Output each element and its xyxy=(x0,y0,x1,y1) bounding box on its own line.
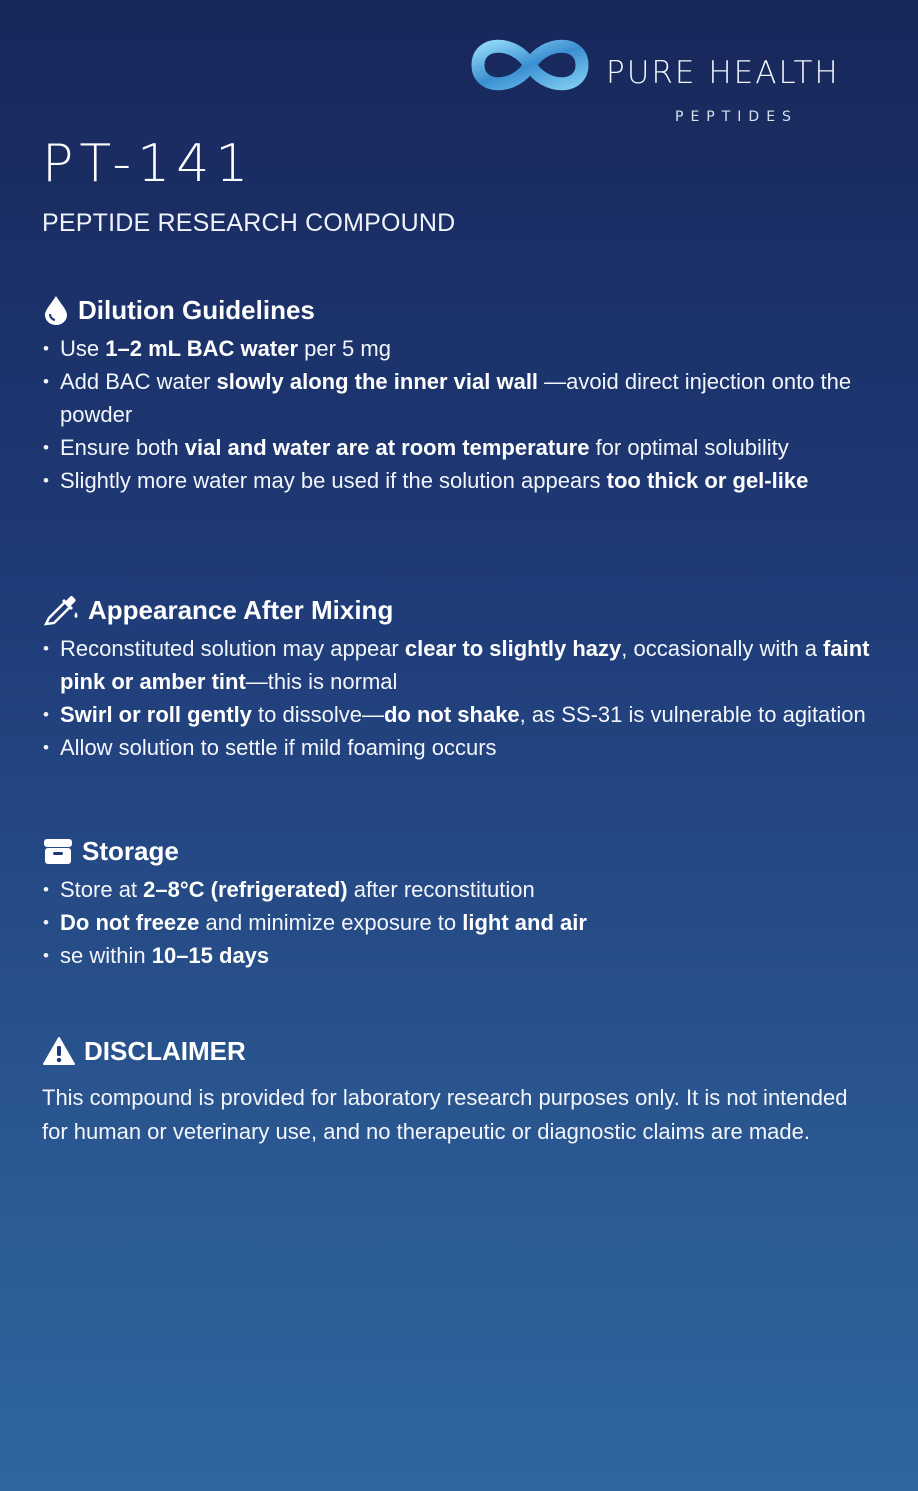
product-subtitle: PEPTIDE RESEARCH COMPOUND xyxy=(42,209,456,237)
body-text: —this is normal xyxy=(245,669,398,694)
body-text: after reconstitution xyxy=(347,877,535,902)
brand-name: PURE HEALTH xyxy=(606,55,840,91)
list-item xyxy=(42,464,872,497)
brand-subtitle: PEPTIDES xyxy=(675,109,798,125)
body-text: , as SS-31 is vulnerable to agitation xyxy=(519,702,866,727)
list-item xyxy=(42,632,872,698)
disclaimer-heading: DISCLAIMER xyxy=(84,1036,246,1066)
body-text: Store at xyxy=(60,877,144,902)
item-list xyxy=(42,873,872,972)
infinity-logo-icon xyxy=(470,30,590,100)
emphasis-text: clear to slightly hazy xyxy=(404,636,622,661)
body-text: to dissolve— xyxy=(251,702,384,727)
section-heading: Dilution Guidelines xyxy=(78,295,315,325)
emphasis-text: too thick or gel-like xyxy=(606,468,809,493)
list-item xyxy=(42,431,872,464)
emphasis-text: Do not freeze xyxy=(60,910,200,935)
section-appearance xyxy=(42,592,872,764)
emphasis-text: 10–15 days xyxy=(151,943,270,968)
section-storage xyxy=(42,833,872,972)
list-item xyxy=(42,698,872,731)
body-text: se within xyxy=(60,943,152,968)
list-item xyxy=(42,731,872,764)
list-item xyxy=(42,332,872,365)
water-drop-icon xyxy=(42,295,70,325)
emphasis-text: vial and water are at room temperature xyxy=(184,435,590,460)
body-text: Allow solution to settle if mild foaming occurs xyxy=(60,735,497,760)
section-header xyxy=(42,292,872,328)
section-disclaimer xyxy=(42,1033,872,1149)
list-item xyxy=(42,365,872,431)
emphasis-text: Swirl or roll gently xyxy=(60,702,252,727)
warning-icon xyxy=(42,1036,76,1066)
item-list xyxy=(42,332,872,497)
section-header xyxy=(42,833,872,869)
list-item xyxy=(42,873,872,906)
section-header xyxy=(42,592,872,628)
emphasis-text: light and air xyxy=(462,910,587,935)
item-list xyxy=(42,632,872,764)
emphasis-text: do not shake xyxy=(383,702,520,727)
disclaimer-text: This compound is provided for laboratory research purposes only. It is not intended for human or veterinary use, and no therapeutic or diagnostic claims are made. xyxy=(42,1085,848,1144)
product-title: PT-141 xyxy=(42,134,255,194)
emphasis-text: 1–2 mL BAC water xyxy=(105,336,299,361)
body-text: —avoid direct injection onto the powder xyxy=(60,369,852,427)
section-heading: Appearance After Mixing xyxy=(88,595,394,625)
body-text: Slightly more water may be used if the solution appears xyxy=(60,468,607,493)
emphasis-text: 2–8°C (refrigerated) xyxy=(143,877,348,902)
brand-header xyxy=(470,28,890,125)
body-text: Ensure both xyxy=(60,435,185,460)
section-dilution xyxy=(42,292,872,497)
body-text: and minimize exposure to xyxy=(199,910,463,935)
emphasis-text: slowly along the inner vial wall xyxy=(216,369,539,394)
list-item xyxy=(42,939,872,972)
body-text: Reconstituted solution may appear xyxy=(60,636,405,661)
body-text: Use xyxy=(60,336,106,361)
emphasis-text: faint pink or amber tint xyxy=(60,636,870,694)
storage-box-icon xyxy=(42,836,74,866)
dropper-icon xyxy=(42,595,80,625)
body-text: Add BAC water xyxy=(60,369,217,394)
body-text: , occasionally with a xyxy=(621,636,824,661)
body-text: per 5 mg xyxy=(298,336,391,361)
list-item xyxy=(42,906,872,939)
section-heading: Storage xyxy=(82,836,179,866)
body-text: for optimal solubility xyxy=(589,435,789,460)
section-header xyxy=(42,1033,872,1069)
